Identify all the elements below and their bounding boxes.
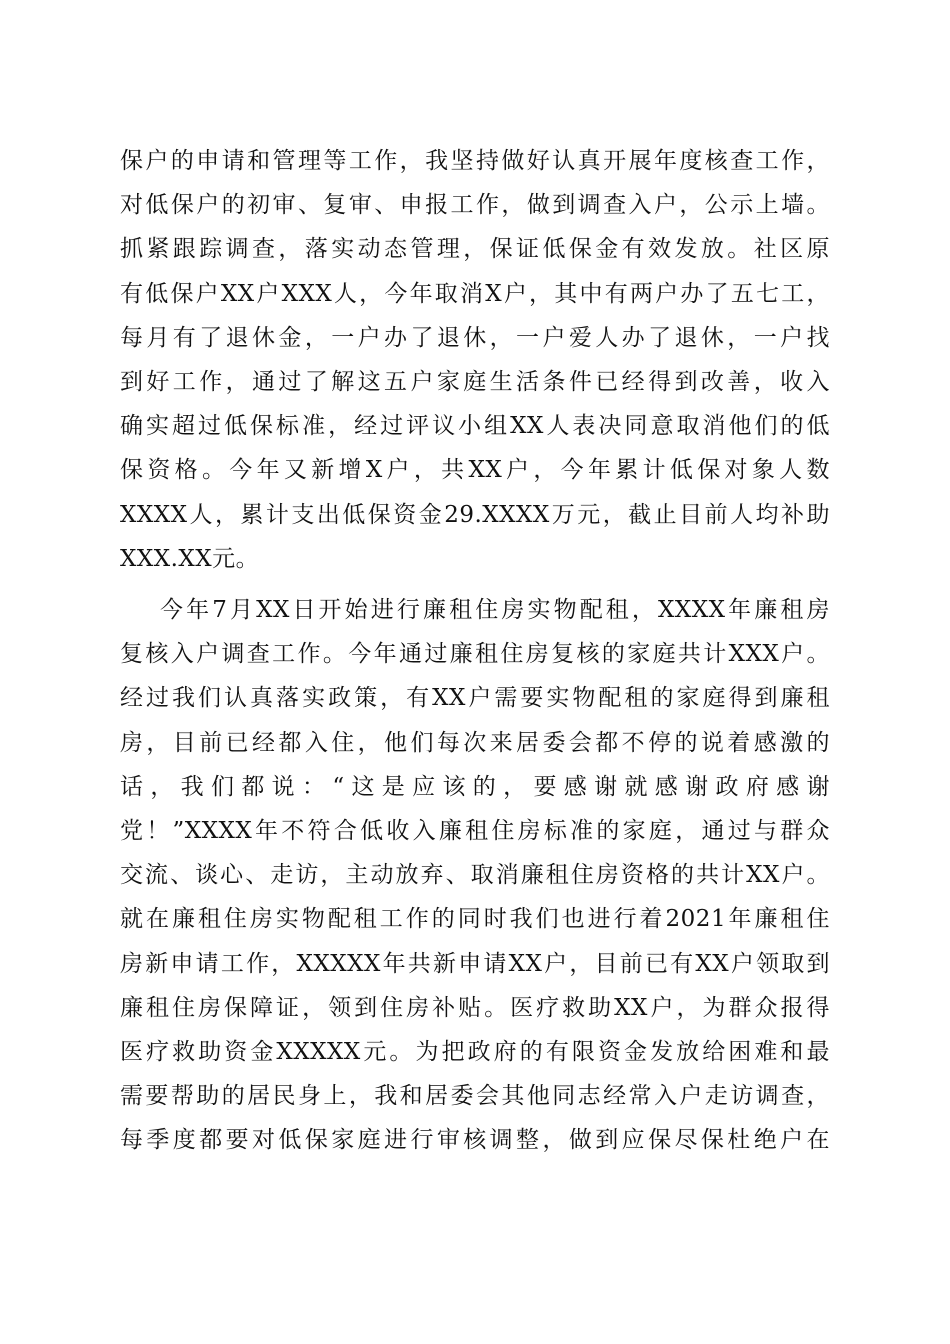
text-line: 确实超过低保标准，经过评议小组XX人表决同意取消他们的低 bbox=[120, 413, 830, 440]
text-line: 保资格。今年又新增X户，共XX户，今年累计低保对象人数 bbox=[120, 457, 830, 484]
text-line: 保户的申请和管理等工作，我坚持做好认真开展年度核查工作， bbox=[120, 148, 830, 174]
text-line: 有低保户XX户XXX人，今年取消X户，其中有两户办了五七工， bbox=[120, 280, 830, 307]
text-line: XXX.XX元。 bbox=[120, 545, 260, 572]
text-line: 对低保户的初审、复审、申报工作，做到调查入户，公示上墙。 bbox=[120, 192, 830, 219]
text-line: 每月有了退休金，一户办了退休，一户爱人办了退休，一户找 bbox=[120, 324, 830, 351]
paragraph-low-rent-housing bbox=[120, 588, 830, 1162]
text-line: 复核入户调查工作。今年通过廉租住房复核的家庭共计XXX户。 bbox=[120, 641, 830, 668]
text-line: 到好工作，通过了解这五户家庭生活条件已经得到改善，收入 bbox=[120, 368, 830, 395]
text-line: 交流、谈心、走访，主动放弃、取消廉租住房资格的共计XX户。 bbox=[120, 862, 830, 889]
text-line: 抓紧跟踪调查，落实动态管理，保证低保金有效发放。社区原 bbox=[120, 236, 830, 263]
text-line: 经过我们认真落实政策，有XX户需要实物配租的家庭得到廉租 bbox=[120, 685, 830, 712]
text-line: 就在廉租住房实物配租工作的同时我们也进行着2021年廉租住 bbox=[120, 906, 830, 933]
text-line: XXXX人，累计支出低保资金29.XXXX万元，截止目前人均补助 bbox=[120, 501, 830, 528]
text-line: 医疗救助资金XXXXX元。为把政府的有限资金发放给困难和最 bbox=[120, 1038, 830, 1065]
paragraph-low-income-support bbox=[120, 139, 830, 581]
text-line: 每季度都要对低保家庭进行审核调整，做到应保尽保杜绝户在 bbox=[120, 1127, 830, 1154]
text-line: 需要帮助的居民身上，我和居委会其他同志经常入户走访调查， bbox=[120, 1083, 830, 1110]
text-line: 话，我们都说：“这是应该的，要感谢就感谢政府感谢 bbox=[120, 773, 830, 800]
text-line: 党！”XXXX年不符合低收入廉租住房标准的家庭，通过与群众 bbox=[120, 817, 830, 844]
text-line: 今年7月XX日开始进行廉租住房实物配租，XXXX年廉租房 bbox=[160, 597, 830, 623]
text-line: 房，目前已经都入住，他们每次来居委会都不停的说着感激的 bbox=[120, 729, 830, 756]
text-line: 房新申请工作，XXXXX年共新申请XX户，目前已有XX户领取到 bbox=[120, 950, 830, 977]
text-line: 廉租住房保障证，领到住房补贴。医疗救助XX户，为群众报得 bbox=[120, 994, 830, 1021]
